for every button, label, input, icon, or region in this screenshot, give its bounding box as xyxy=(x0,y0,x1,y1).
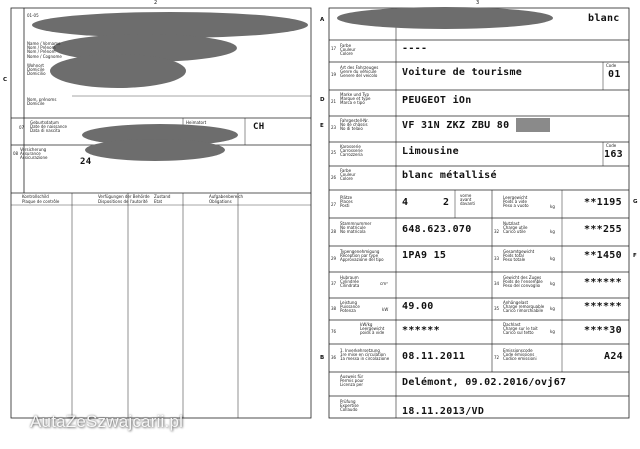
margin-letter-f: F xyxy=(633,253,637,259)
field-23-value: VF 31N ZKZ ZBU 80 xyxy=(402,120,510,131)
field-17-value: ---- xyxy=(402,43,428,54)
remark-header-2: Verfügungen der Behörde xyxy=(98,194,150,199)
field-19-number: 19 xyxy=(331,72,337,77)
field-21-value: PEUGEOT iOn xyxy=(402,95,472,106)
name-label-2-a: Nom, prénoms xyxy=(27,97,57,102)
field-08-label-it: Assicurazione xyxy=(20,155,48,161)
weight-1-value: ***255 xyxy=(584,224,622,235)
field-25-labels: Karosserie Carrosserie Carrozzeria xyxy=(340,144,363,158)
field-26-labels: Farbe Couleur Colore xyxy=(340,168,356,182)
weight-4-unit: kg xyxy=(550,306,555,311)
weight-2-number: 33 xyxy=(494,256,500,261)
field-19-value: Voiture de tourisme xyxy=(402,67,523,78)
field-27-number: 27 xyxy=(331,202,337,207)
permit-labels: Ausweis für Permis pour Licenza per xyxy=(340,374,364,388)
field-28-number: 28 xyxy=(331,229,337,234)
field-76-value: ****** xyxy=(402,325,440,336)
name-label-it: Nome / Cognome xyxy=(27,53,62,59)
remark-header-3: Zustand xyxy=(154,194,171,199)
field-25-number: 25 xyxy=(331,150,337,155)
domicile-label-de: Wohnort xyxy=(27,63,44,68)
field-25-code: 163 xyxy=(604,149,623,160)
domicile-labels xyxy=(27,64,46,77)
inspection-labels: Prüfung Expertise Collaudo xyxy=(340,399,359,413)
field-19-labels: Art des Fahrzeuges Genre du véhicule Genere del veicolo xyxy=(340,65,379,79)
remark-header-2-1: Plaque de contrôle xyxy=(22,199,60,204)
field-07-label-it: Data di nascita xyxy=(30,128,61,134)
margin-letter-e: E xyxy=(320,123,324,129)
field-17-number: 17 xyxy=(331,46,337,51)
field-36-value: 08.11.2011 xyxy=(402,351,466,362)
name-label-2-b: Domicile xyxy=(27,101,45,107)
margin-letter-b: B xyxy=(320,355,325,361)
field-37-number: 37 xyxy=(331,281,337,286)
country-code: CH xyxy=(253,122,265,132)
vin-redaction xyxy=(516,118,550,132)
margin-letter-g: G xyxy=(633,199,638,205)
field-21-labels: Marke und Typ Marque et type Marca e tipo xyxy=(340,92,371,106)
field-25-value: Limousine xyxy=(402,146,459,157)
field-07-label-fr: Date de naissance xyxy=(30,124,68,130)
field-17-labels: Farbe Couleur Colore xyxy=(340,43,356,57)
weight-3-value: ****** xyxy=(584,277,622,288)
weight-1-unit: kg xyxy=(550,229,555,234)
watermark: AutaZeSzwajcarii.pl xyxy=(30,412,184,431)
domicile-label-it: Domicilio xyxy=(27,71,46,77)
field-38-value: 49.00 xyxy=(402,301,434,312)
weight-2-value: **1450 xyxy=(584,250,622,261)
remark-header-1: Kontrollschild xyxy=(22,194,49,199)
field-29-value: 1PA9 15 xyxy=(402,250,447,261)
weight-5-labels: Dachlast Charge sur le toit Carico sul tetto xyxy=(503,322,538,336)
remark-header-2-3: Etat xyxy=(154,199,163,204)
field-36-number: 36 xyxy=(331,355,337,360)
field-27-sub-labels: vorne avant davanti xyxy=(460,193,476,207)
inspection-value: 18.11.2013/VD xyxy=(402,406,485,417)
field-27-labels: Plätze Places Posti xyxy=(340,195,353,209)
margin-letter-d: D xyxy=(320,97,325,103)
name-labels-2 xyxy=(27,98,56,106)
field-27-value: 4 xyxy=(402,197,409,208)
weight-1-number: 32 xyxy=(494,229,500,234)
weight-6-number: 72 xyxy=(494,355,500,360)
weight-4-labels: Anhängelast Charge remorquable Carico rimorchiabile xyxy=(503,300,545,314)
field-37-unit: cm³ xyxy=(380,281,388,286)
field-08-labels xyxy=(20,148,48,161)
field-28-labels: Stammnummer No matricule No matricola xyxy=(340,221,372,235)
field-29-labels: Typengenehmigung Réception par type Approvazione del tipo xyxy=(340,249,384,263)
field-38-labels: Leistung Puissance Potenza xyxy=(340,300,360,314)
field-19-code-label: Code xyxy=(606,63,617,68)
field-25-code-label: Code xyxy=(606,143,617,148)
field-28-value: 648.623.070 xyxy=(402,224,472,235)
weight-3-number: 34 xyxy=(494,281,500,286)
weight-0-value: **1195 xyxy=(584,197,622,208)
top-value: blanc xyxy=(588,13,620,24)
field-27-sub-value: 2 xyxy=(443,197,450,208)
field-38-unit: kW xyxy=(382,307,389,312)
field-36-labels: 1. Inverkehrsetzung 1re mise en circulation 1a messa in circolazione xyxy=(340,348,390,362)
remark-header-2-2: Dispositions de l'autorité xyxy=(98,199,148,204)
weight-5-unit: kg xyxy=(550,329,555,334)
field-38-number: 38 xyxy=(331,306,337,311)
name-label-de: Name / Vorname xyxy=(27,41,61,46)
remark-header-2-4: Obligations xyxy=(209,199,232,204)
field-76-number: 76 xyxy=(331,329,337,334)
field-76-labels: kW/kg Leergewicht poids à vide xyxy=(360,322,385,336)
weight-6-value: A24 xyxy=(604,351,623,362)
heimatort-label: Heimatort xyxy=(186,120,207,125)
weight-3-unit: kg xyxy=(550,281,555,286)
remark-header-4: Aufgabenbereich xyxy=(209,194,244,199)
weight-1-labels: Nutzlast Charge utile Carico utile xyxy=(503,221,528,235)
domicile-label-fr: Domicile xyxy=(27,67,45,73)
weight-0-unit: kg xyxy=(550,204,555,209)
weight-4-value: ****** xyxy=(584,301,622,312)
name-labels xyxy=(27,42,62,59)
weight-2-unit: kg xyxy=(550,256,555,261)
page-number-right: 3 xyxy=(476,0,480,6)
field-26-value: blanc métallisé xyxy=(402,170,497,181)
field-23-number: 23 xyxy=(331,125,337,130)
field-07-number: 07 xyxy=(19,125,25,130)
name-label-fr-2: Nom / Prénom xyxy=(27,49,56,55)
field-01-code: 01-05 xyxy=(27,13,39,18)
weight-2-labels: Gesamtgewicht Poids total Peso totale xyxy=(503,249,535,263)
margin-letter-a: A xyxy=(320,17,325,23)
name-label-fr: Nom / Prénom xyxy=(27,45,56,51)
page-number-left: 2 xyxy=(154,0,158,6)
weight-0-labels: Leergewicht Poids à vide Peso a vuoto xyxy=(503,195,529,209)
field-23-labels: Fahrgestell-Nr. No de châssis No di telaio xyxy=(340,118,369,132)
weight-3-labels: Gewicht des Zuges Poids de l'ensemble Peso del convoglio xyxy=(503,275,543,289)
weight-6-labels: Emissionscode Code émissions Codice emissioni xyxy=(503,348,537,362)
field-08-label-de: Versicherung xyxy=(20,147,47,152)
field-08-label-fr: Assurance xyxy=(20,151,41,157)
margin-letter-c: C xyxy=(3,77,8,83)
weight-4-number: 35 xyxy=(494,306,500,311)
permit-value: Delémont, 09.02.2016/ovj67 xyxy=(402,377,567,388)
field-19-code: 01 xyxy=(608,69,621,80)
field-26-number: 26 xyxy=(331,175,337,180)
field-08-number: 08 xyxy=(13,151,19,156)
field-08-value: 24 xyxy=(80,157,92,167)
field-37-labels: Hubraum Cylindrée Cilindrata xyxy=(340,275,360,289)
field-21-number: 21 xyxy=(331,99,337,104)
field-07-labels xyxy=(30,121,67,134)
field-29-number: 29 xyxy=(331,256,337,261)
weight-5-value: ****30 xyxy=(584,325,622,336)
redaction-blobs xyxy=(32,7,553,161)
field-07-label-de: Geburtsdatum xyxy=(30,120,59,125)
